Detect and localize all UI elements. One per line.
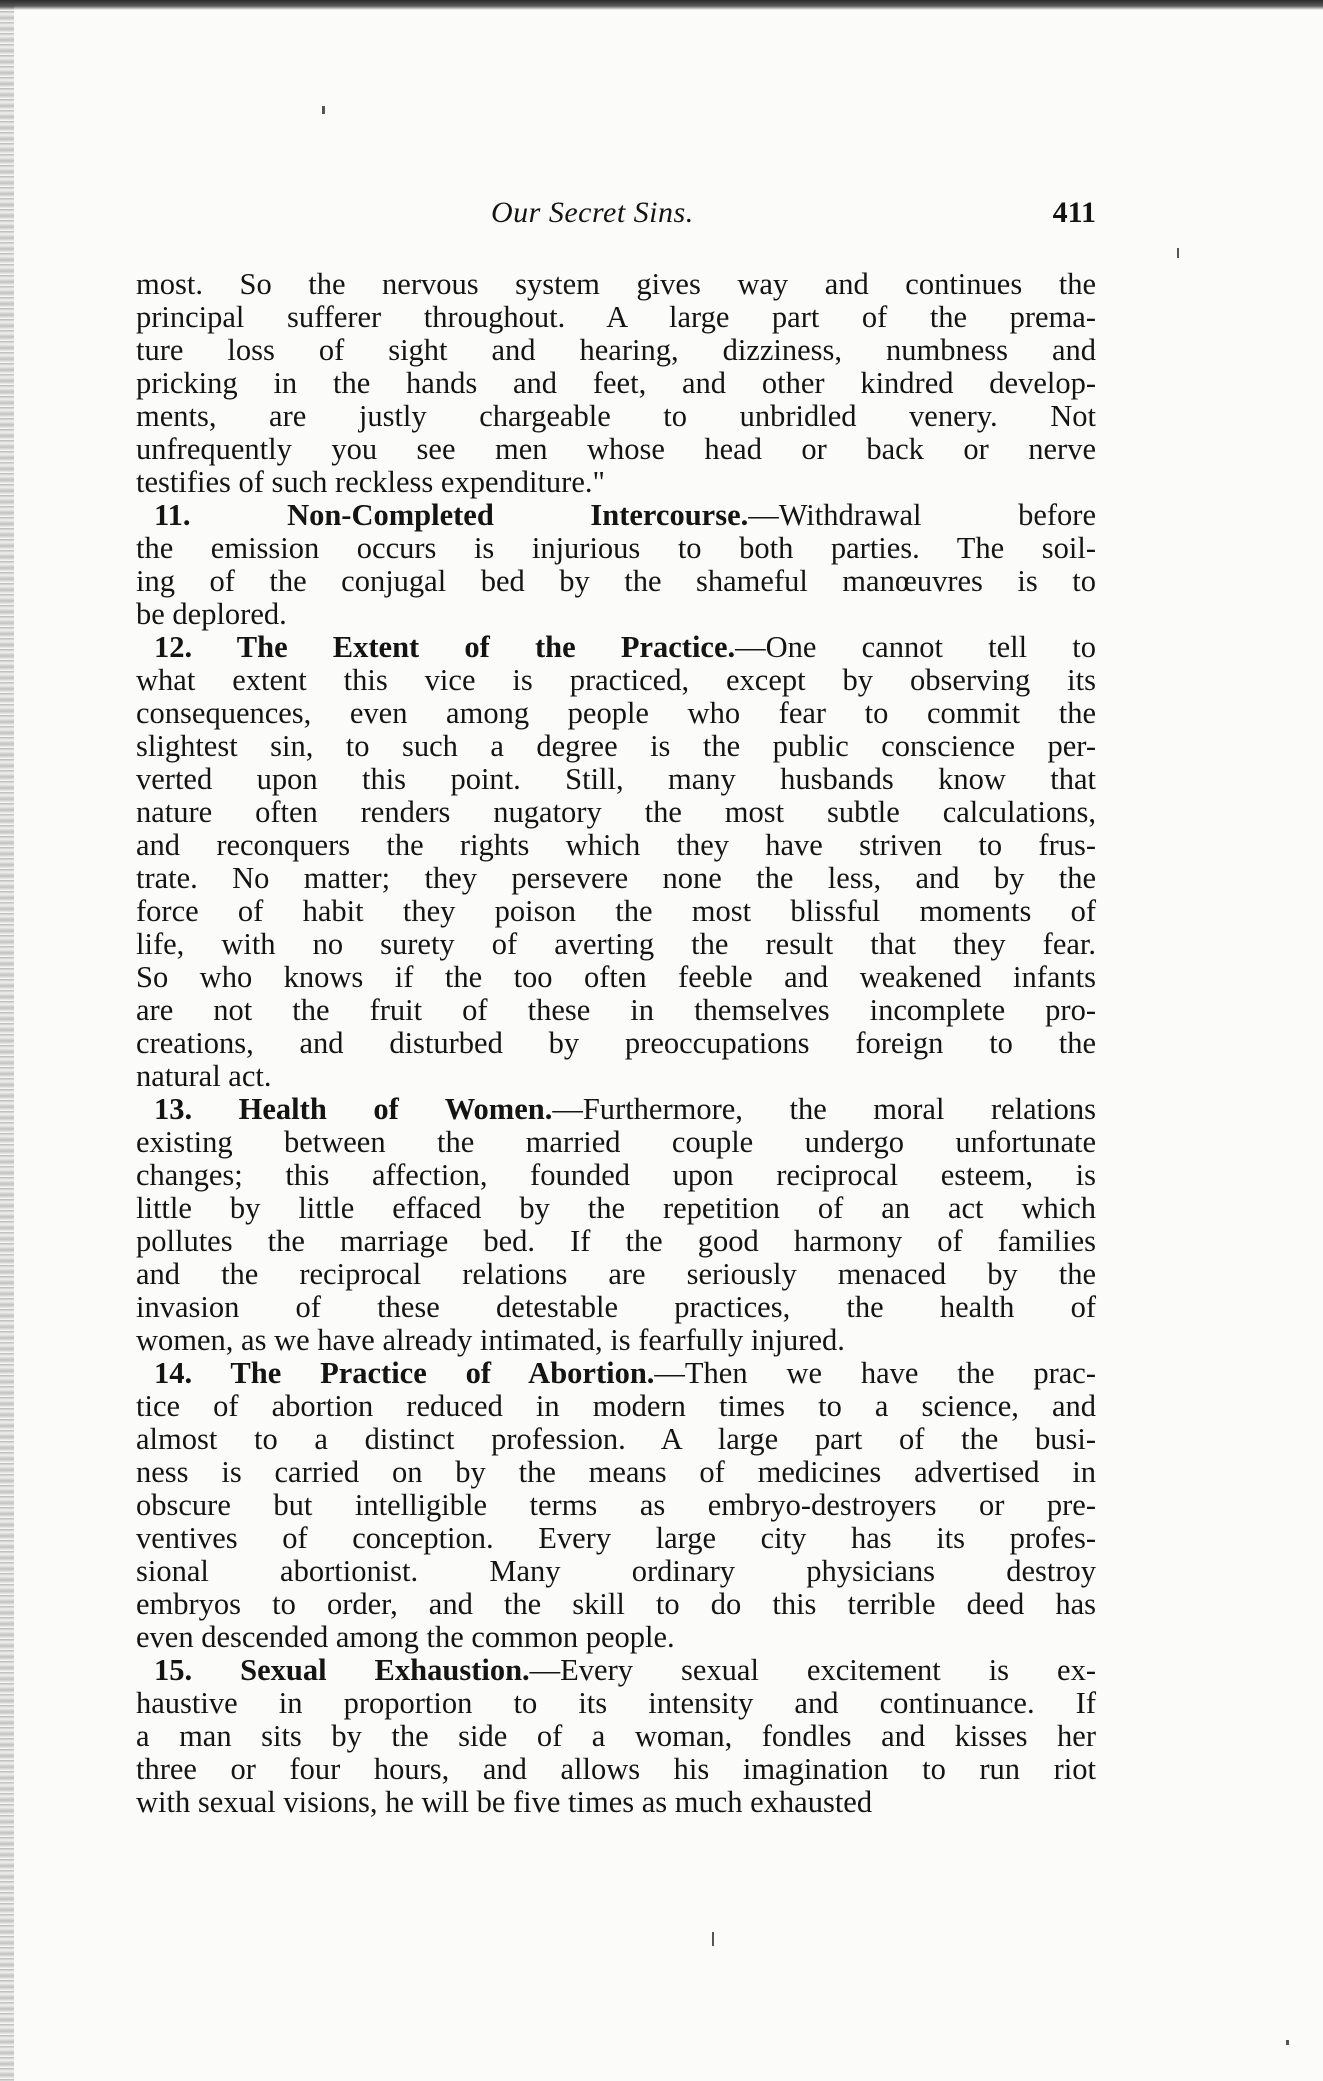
text-line <box>136 1258 1096 1291</box>
text-line <box>136 1621 1096 1654</box>
scan-speck <box>1177 248 1179 258</box>
paragraph-first-line <box>136 1093 1096 1126</box>
scan-speck <box>322 106 325 114</box>
line-text: invasion of these detestable practices, the health of <box>136 1290 1096 1324</box>
text-line <box>136 961 1096 994</box>
text-line <box>136 1588 1096 1621</box>
text-line <box>136 1456 1096 1489</box>
section-heading: 11. Non-Completed Intercourse. <box>154 498 749 532</box>
text-line <box>136 796 1096 829</box>
paragraph-first-line <box>136 631 1096 664</box>
line-text: —Every sexual excitement is ex- <box>529 1653 1096 1687</box>
line-text: little by little effaced by the repetition of an act which <box>136 1191 1096 1225</box>
line-text: ments, are justly chargeable to unbridled venery. Not <box>136 399 1096 433</box>
paragraph-first-line <box>136 1654 1096 1687</box>
text-line <box>136 1555 1096 1588</box>
text-line <box>136 862 1096 895</box>
running-title: Our Secret Sins. <box>491 196 694 229</box>
text-line <box>136 1324 1096 1357</box>
section-heading: 12. The Extent of the Practice. <box>154 630 736 664</box>
body-text <box>136 268 1096 1819</box>
line-text: with sexual visions, he will be five times as much exhausted <box>136 1785 873 1819</box>
text-line <box>136 1753 1096 1786</box>
text-line <box>136 994 1096 1027</box>
paragraph-first-line <box>136 499 1096 532</box>
line-text: be deplored. <box>136 597 287 631</box>
text-line <box>136 1192 1096 1225</box>
line-text: changes; this affection, founded upon reciprocal esteem, is <box>136 1158 1096 1192</box>
page-number: 411 <box>1052 196 1096 229</box>
text-line <box>136 301 1096 334</box>
line-text: principal sufferer throughout. A large part of the prema- <box>136 300 1096 334</box>
line-text: a man sits by the side of a woman, fondles and kisses her <box>136 1719 1096 1753</box>
text-line <box>136 928 1096 961</box>
text-line <box>136 334 1096 367</box>
line-text: three or four hours, and allows his imagination to run riot <box>136 1752 1096 1786</box>
line-text: haustive in proportion to its intensity and continuance. If <box>136 1686 1096 1720</box>
text-line <box>136 1390 1096 1423</box>
line-text: most. So the nervous system gives way and continues the <box>136 267 1096 301</box>
text-line <box>136 367 1096 400</box>
text-line <box>136 1423 1096 1456</box>
text-line <box>136 532 1096 565</box>
line-text: and the reciprocal relations are seriously menaced by the <box>136 1257 1096 1291</box>
text-line <box>136 1720 1096 1753</box>
line-text: trate. No matter; they persevere none the less, and by the <box>136 861 1096 895</box>
line-text: pricking in the hands and feet, and other kindred develop- <box>136 366 1096 400</box>
text-line <box>136 433 1096 466</box>
section-heading: 15. Sexual Exhaustion. <box>154 1653 530 1687</box>
text-line <box>136 895 1096 928</box>
line-text: life, with no surety of averting the result that they fear. <box>136 927 1096 961</box>
line-text: ing of the conjugal bed by the shameful manœuvres is to <box>136 564 1096 598</box>
text-line <box>136 730 1096 763</box>
line-text: are not the fruit of these in themselves incomplete pro- <box>136 993 1096 1027</box>
line-text: even descended among the common people. <box>136 1620 675 1654</box>
line-text: existing between the married couple undergo unfortunate <box>136 1125 1096 1159</box>
line-text: almost to a distinct profession. A large part of the busi- <box>136 1422 1096 1456</box>
text-line <box>136 763 1096 796</box>
line-text: —Withdrawal before <box>748 498 1096 532</box>
section-heading: 13. Health of Women. <box>154 1092 553 1126</box>
line-text: So who knows if the too often feeble and weakened infants <box>136 960 1096 994</box>
text-line <box>136 1027 1096 1060</box>
line-text: embryos to order, and the skill to do this terrible deed has <box>136 1587 1096 1621</box>
text-line <box>136 598 1096 631</box>
line-text: consequences, even among people who fear to commit the <box>136 696 1096 730</box>
line-text: what extent this vice is practiced, except by observing its <box>136 663 1096 697</box>
line-text: ture loss of sight and hearing, dizziness, numbness and <box>136 333 1096 367</box>
text-line <box>136 1687 1096 1720</box>
text-line <box>136 1126 1096 1159</box>
line-text: tice of abortion reduced in modern times to a science, and <box>136 1389 1096 1423</box>
line-text: sional abortionist. Many ordinary physicians destroy <box>136 1554 1096 1588</box>
line-text: verted upon this point. Still, many husbands know that <box>136 762 1096 796</box>
line-text: ness is carried on by the means of medicines advertised in <box>136 1455 1096 1489</box>
text-line <box>136 466 1096 499</box>
line-text: women, as we have already intimated, is fearfully injured. <box>136 1323 845 1357</box>
text-line <box>136 664 1096 697</box>
text-line <box>136 697 1096 730</box>
line-text: the emission occurs is injurious to both parties. The soil- <box>136 531 1096 565</box>
left-binding-edge <box>0 0 14 2081</box>
text-line <box>136 1522 1096 1555</box>
top-edge-shadow <box>0 0 1323 10</box>
line-text: —One cannot tell to <box>735 630 1096 664</box>
line-text: testifies of such reckless expenditure." <box>136 465 605 499</box>
line-text: obscure but intelligible terms as embryo-destroyers or pre- <box>136 1488 1096 1522</box>
line-text: and reconquers the rights which they have striven to frus- <box>136 828 1096 862</box>
text-line <box>136 565 1096 598</box>
line-text: nature often renders nugatory the most subtle calculations, <box>136 795 1096 829</box>
line-text: force of habit they poison the most blissful moments of <box>136 894 1096 928</box>
line-text: pollutes the marriage bed. If the good harmony of families <box>136 1224 1096 1258</box>
text-line <box>136 1786 1096 1819</box>
scan-speck <box>1286 2040 1289 2045</box>
section-heading: 14. The Practice of Abortion. <box>154 1356 655 1390</box>
line-text: —Furthermore, the moral relations <box>552 1092 1096 1126</box>
text-line <box>136 1060 1096 1093</box>
text-line <box>136 1159 1096 1192</box>
text-line <box>136 400 1096 433</box>
text-line <box>136 268 1096 301</box>
text-line <box>136 1291 1096 1324</box>
text-line <box>136 829 1096 862</box>
paragraph-first-line <box>136 1357 1096 1390</box>
line-text: unfrequently you see men whose head or back or nerve <box>136 432 1096 466</box>
line-text: slightest sin, to such a degree is the public conscience per- <box>136 729 1096 763</box>
line-text: natural act. <box>136 1059 272 1093</box>
scan-speck <box>712 1932 714 1946</box>
text-line <box>136 1489 1096 1522</box>
text-line <box>136 1225 1096 1258</box>
line-text: ventives of conception. Every large city has its profes- <box>136 1521 1096 1555</box>
page-header <box>136 196 1096 240</box>
line-text: —Then we have the prac- <box>654 1356 1096 1390</box>
line-text: creations, and disturbed by preoccupations foreign to the <box>136 1026 1096 1060</box>
